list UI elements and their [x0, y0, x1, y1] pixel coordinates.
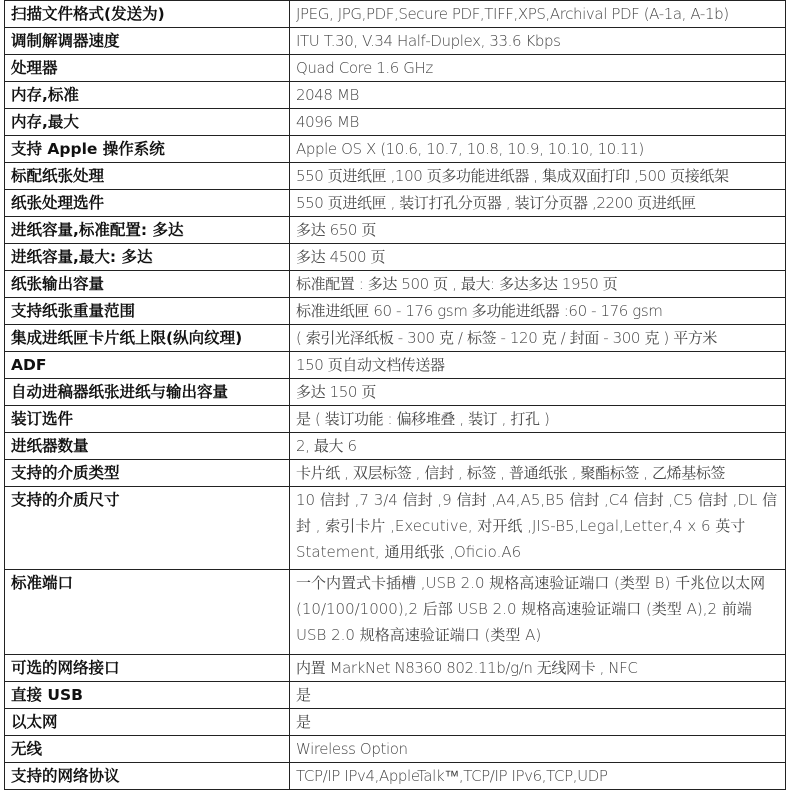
row-label: ADF [5, 352, 290, 379]
row-label: 扫描文件格式(发送为) [5, 1, 290, 28]
row-value: Wireless Option [290, 736, 786, 763]
row-label: 内存,标准 [5, 82, 290, 109]
row-value: 是 [290, 709, 786, 736]
row-value: 550 页进纸匣 , 装订打孔分页器 , 装订分页器 ,2200 页进纸匣 [290, 190, 786, 217]
row-value: 550 页进纸匣 ,100 页多功能进纸器 , 集成双面打印 ,500 页接纸架 [290, 163, 786, 190]
row-label: 进纸容量,最大: 多达 [5, 244, 290, 271]
row-value: 是 [290, 682, 786, 709]
table-row [5, 460, 786, 487]
row-label: 内存,最大 [5, 109, 290, 136]
row-value: 内置 MarkNet N8360 802.11b/g/n 无线网卡 , NFC [290, 655, 786, 682]
table-row [5, 55, 786, 82]
row-value: 一个内置式卡插槽 ,USB 2.0 规格高速验证端口 (类型 B) 千兆位以太网 (10/100/1000),2 后部 USB 2.0 规格高速验证端口 (类型 A),2 前端 USB 2.0 规格高速验证端口 (类型 A) [290, 570, 786, 655]
table-row [5, 763, 786, 790]
table-row [5, 163, 786, 190]
row-label: 纸张输出容量 [5, 271, 290, 298]
table-row [5, 82, 786, 109]
row-value: 2048 MB [290, 82, 786, 109]
row-label: 支持纸张重量范围 [5, 298, 290, 325]
row-label: 调制解调器速度 [5, 28, 290, 55]
row-value: 多达 4500 页 [290, 244, 786, 271]
table-row [5, 1, 786, 28]
table-row [5, 570, 786, 655]
row-label: 处理器 [5, 55, 290, 82]
row-value: Quad Core 1.6 GHz [290, 55, 786, 82]
row-label: 直接 USB [5, 682, 290, 709]
row-value: 卡片纸 , 双层标签 , 信封 , 标签 , 普通纸张 , 聚酯标签 , 乙烯基标签 [290, 460, 786, 487]
table-row [5, 487, 786, 570]
row-label: 以太网 [5, 709, 290, 736]
row-value: 10 信封 ,7 3/4 信封 ,9 信封 ,A4,A5,B5 信封 ,C4 信封 ,C5 信封 ,DL 信封 , 索引卡片 ,Executive, 对开纸 ,JIS-B5,Legal,Letter,4 x 6 英寸 Statement, 通用纸张 ,Oficio.A6 [290, 487, 786, 570]
spec-table [4, 0, 786, 790]
table-row [5, 655, 786, 682]
row-value: TCP/IP IPv4,AppleTalk™,TCP/IP IPv6,TCP,UDP [290, 763, 786, 790]
table-row [5, 709, 786, 736]
table-row [5, 736, 786, 763]
table-row [5, 136, 786, 163]
row-value: JPEG, JPG,PDF,Secure PDF,TIFF,XPS,Archival PDF (A-1a, A-1b) [290, 1, 786, 28]
row-label: 装订选件 [5, 406, 290, 433]
table-row [5, 379, 786, 406]
table-row [5, 325, 786, 352]
row-label: 无线 [5, 736, 290, 763]
row-value: 150 页自动文档传送器 [290, 352, 786, 379]
row-value: 多达 150 页 [290, 379, 786, 406]
table-row [5, 28, 786, 55]
row-label: 标准端口 [5, 570, 290, 655]
row-label: 可选的网络接口 [5, 655, 290, 682]
row-value: 是 ( 装订功能 : 偏移堆叠 , 装订 , 打孔 ) [290, 406, 786, 433]
table-row [5, 298, 786, 325]
row-value: 4096 MB [290, 109, 786, 136]
row-label: 集成进纸匣卡片纸上限(纵向纹理) [5, 325, 290, 352]
table-row [5, 217, 786, 244]
row-value: 标准配置 : 多达 500 页 , 最大: 多达多达 1950 页 [290, 271, 786, 298]
row-label: 纸张处理选件 [5, 190, 290, 217]
row-value: Apple OS X (10.6, 10.7, 10.8, 10.9, 10.10, 10.11) [290, 136, 786, 163]
table-row [5, 433, 786, 460]
table-row [5, 352, 786, 379]
row-label: 支持的介质类型 [5, 460, 290, 487]
row-value: ( 索引光泽纸板 - 300 克 / 标签 - 120 克 / 封面 - 300 克 ) 平方米 [290, 325, 786, 352]
row-label: 进纸器数量 [5, 433, 290, 460]
row-label: 支持的网络协议 [5, 763, 290, 790]
table-row [5, 109, 786, 136]
row-label: 进纸容量,标准配置: 多达 [5, 217, 290, 244]
row-label: 标配纸张处理 [5, 163, 290, 190]
table-row [5, 271, 786, 298]
row-value: 标准进纸匣 60 - 176 gsm 多功能进纸器 :60 - 176 gsm [290, 298, 786, 325]
row-label: 支持 Apple 操作系统 [5, 136, 290, 163]
row-label: 自动进稿器纸张进纸与输出容量 [5, 379, 290, 406]
table-row [5, 406, 786, 433]
row-label: 支持的介质尺寸 [5, 487, 290, 570]
table-row [5, 190, 786, 217]
table-row [5, 682, 786, 709]
table-row [5, 244, 786, 271]
row-value: 多达 650 页 [290, 217, 786, 244]
row-value: ITU T.30, V.34 Half-Duplex, 33.6 Kbps [290, 28, 786, 55]
row-value: 2, 最大 6 [290, 433, 786, 460]
